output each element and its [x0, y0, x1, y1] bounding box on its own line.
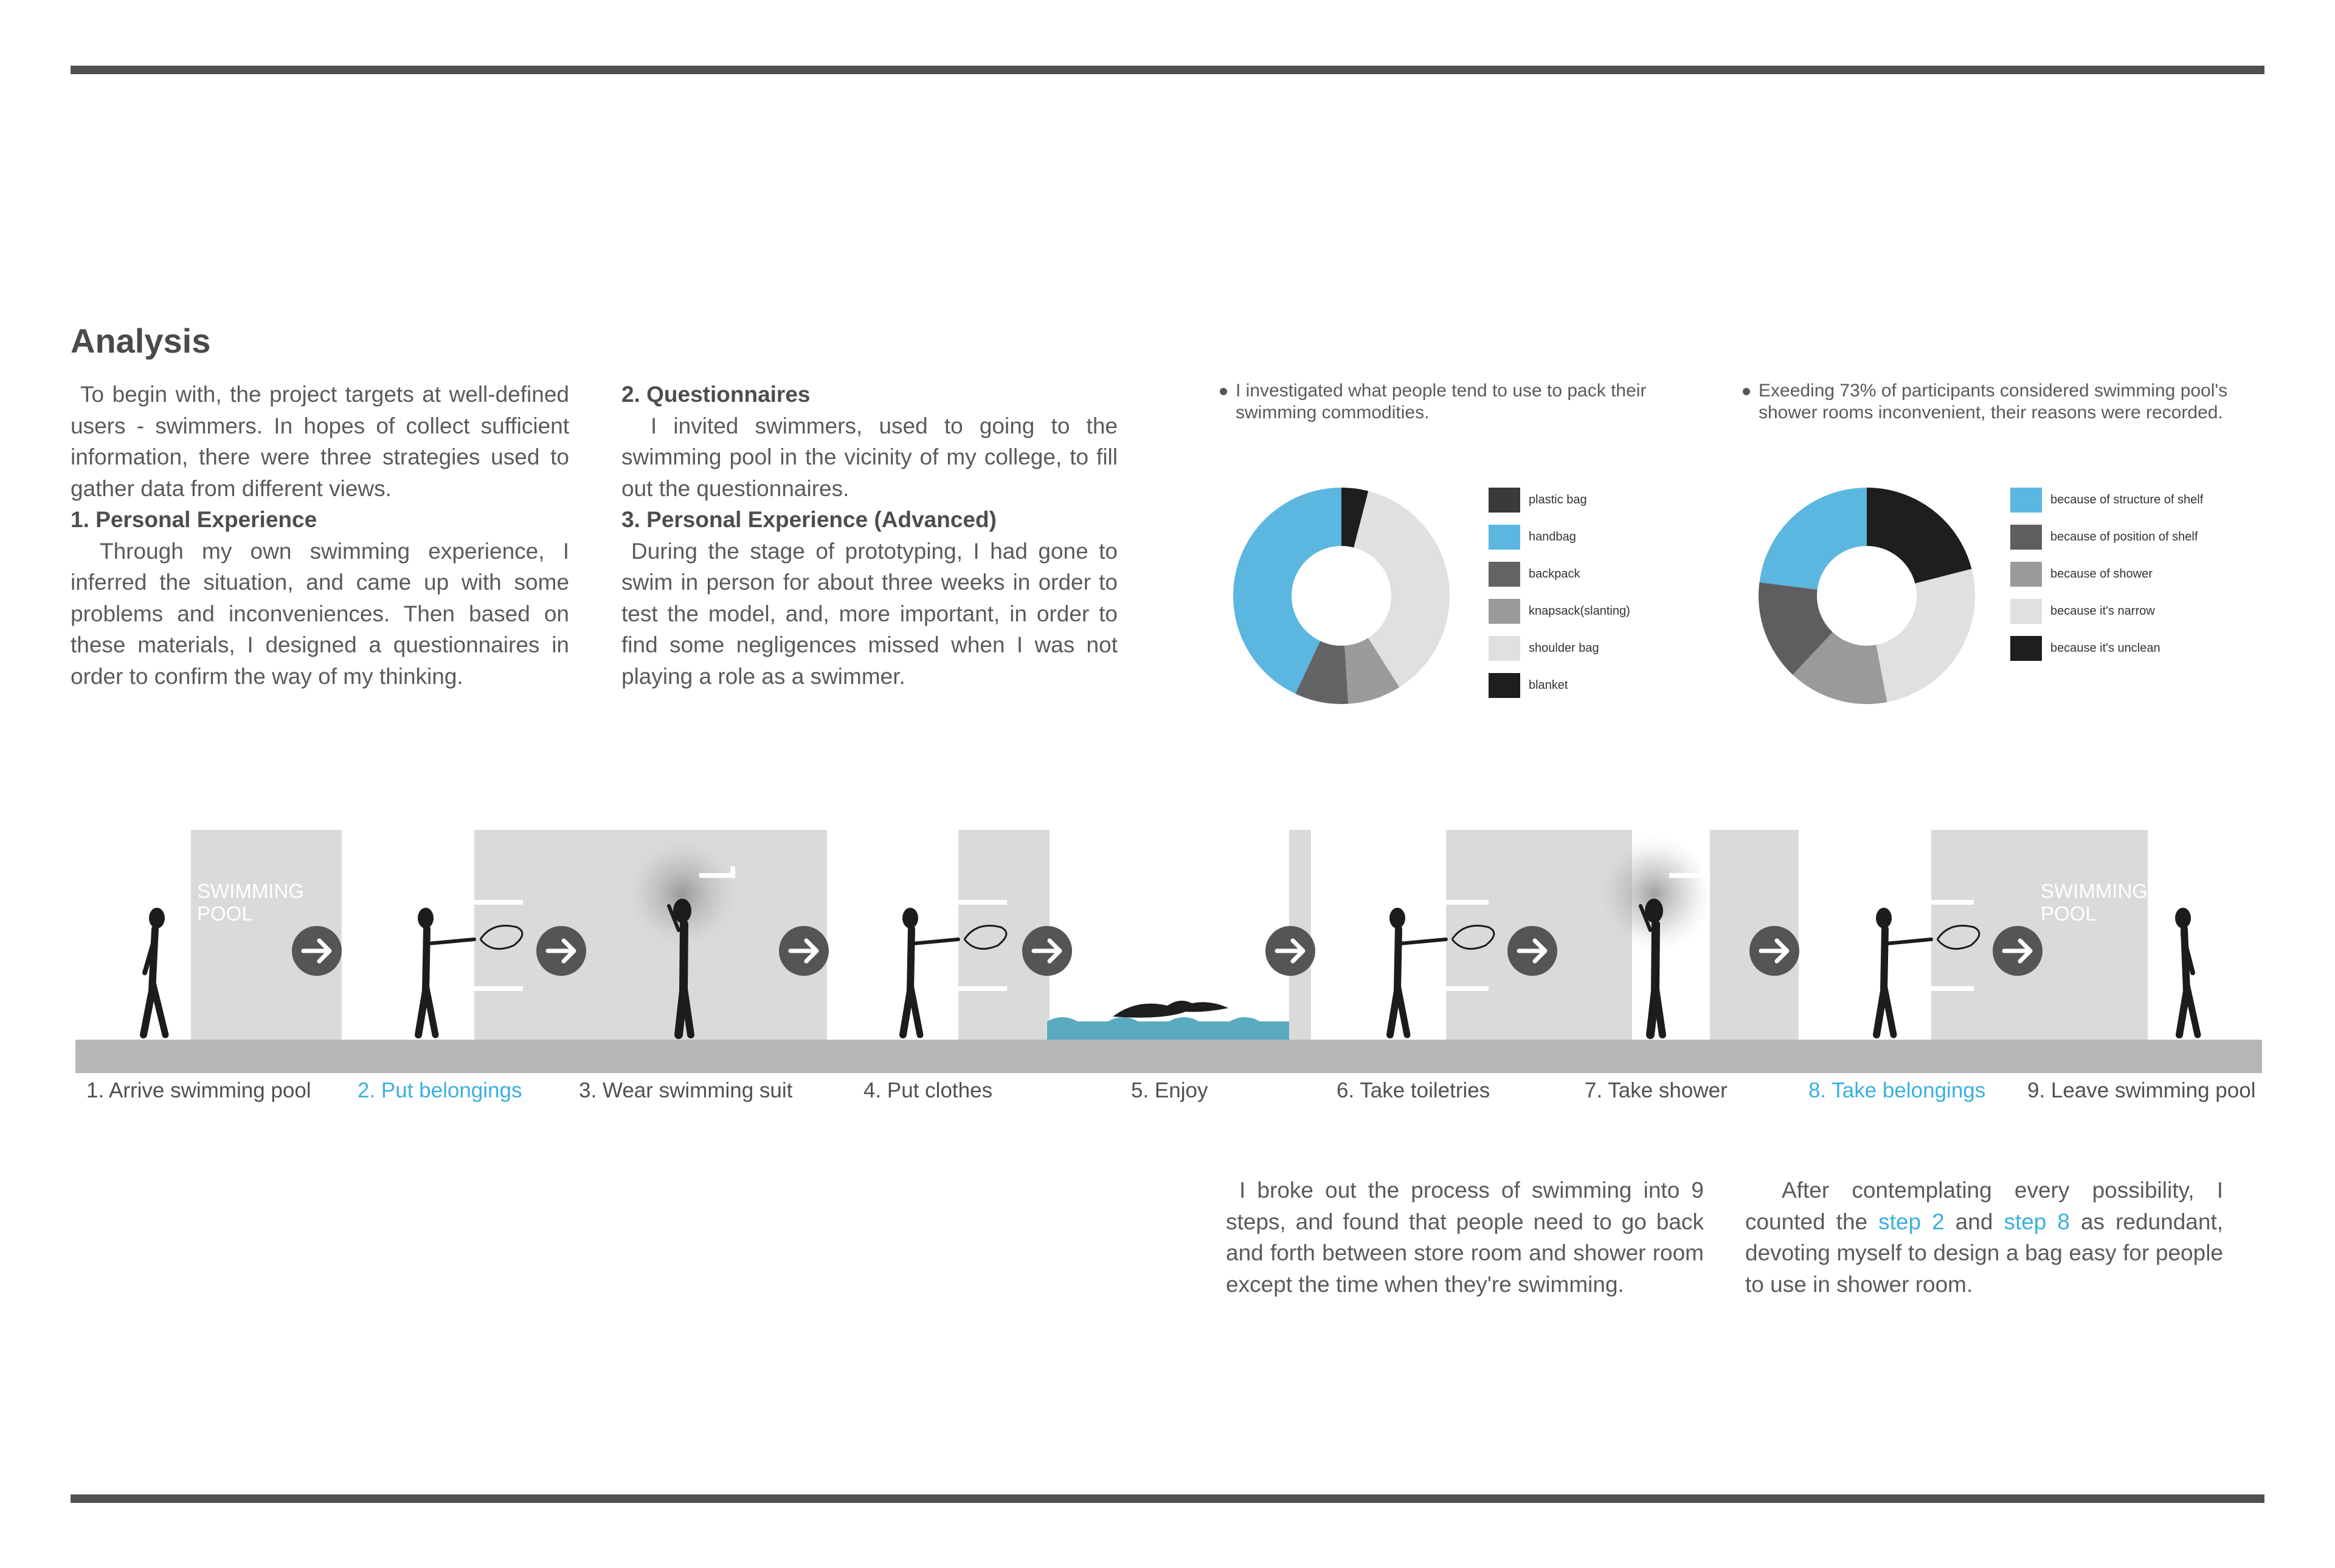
heading-personal-experience-advanced: 3. Personal Experience (Advanced)	[621, 507, 997, 532]
top-rule	[71, 66, 2264, 74]
legend-label: because it's narrow	[2050, 604, 2155, 618]
pool-water	[1047, 1001, 1290, 1041]
arrow-right-icon	[536, 926, 586, 976]
legend-item	[2010, 488, 2203, 513]
swimming-process-illustration	[0, 809, 2335, 1052]
legend-swatch	[2010, 636, 2042, 661]
bottom-rule	[71, 1494, 2264, 1503]
legend-swatch	[2010, 562, 2042, 587]
legend-item	[2010, 599, 2203, 624]
legend-label: handbag	[1529, 530, 1576, 544]
questionnaires-paragraph: I invited swimmers, used to going to the swimming pool in the vicinity of my college, to fill out the questionnaires.	[621, 413, 1118, 501]
legend-swatch	[2010, 599, 2042, 624]
legend-label: because of structure of shelf	[2050, 493, 2204, 506]
arrow-right-icon	[1749, 926, 1799, 976]
step-label: 8. Take belongings	[1808, 1079, 1986, 1102]
arrow-right-icon	[779, 926, 829, 976]
pie-slice-because-it-s-unclean	[1867, 488, 1971, 584]
conclusion-paragraph-1	[1226, 1175, 1704, 1300]
step-label: 5. Enjoy	[1131, 1079, 1208, 1102]
step-label: 7. Take shower	[1585, 1079, 1728, 1102]
person-leaving	[2175, 908, 2198, 1035]
ground-strip	[75, 1040, 2262, 1073]
advanced-paragraph: During the stage of prototyping, I had gone to swim in person for about three weeks in order to test the model, and, more important, in order to find some negligences missed when I was not playing a role as a swimmer.	[621, 538, 1118, 689]
legend-item	[1489, 525, 1630, 550]
legend-shower-reasons	[2010, 488, 2203, 673]
heading-personal-experience: 1. Personal Experience	[71, 507, 317, 532]
pool-building-right	[1931, 830, 2148, 1040]
pool-sign-right-line1: SWIMMING	[2041, 880, 2148, 902]
column-methods	[621, 379, 1118, 692]
legend-item	[1489, 599, 1630, 624]
pie-chart-shower-reasons	[1757, 486, 1976, 705]
legend-swatch	[1489, 525, 1520, 550]
legend-item	[2010, 525, 2203, 550]
legend-label: plastic bag	[1529, 493, 1587, 506]
legend-swatch	[2010, 488, 2042, 513]
step-8-highlight: step 8	[2004, 1209, 2070, 1234]
pie-slice-because-of-structure-of-shelf	[1759, 488, 1867, 590]
arrow-right-icon	[1993, 926, 2043, 976]
chart2-title: Exeeding 73% of participants considered swimming pool's shower rooms inconvenient, their reasons were recorded.	[1742, 380, 2257, 424]
intro-paragraph: To begin with, the project targets at well-defined users - swimmers. In hopes of collect sufficient information, there were three strategies used to gather data from different views.	[71, 382, 569, 501]
arrow-right-icon	[1507, 926, 1557, 976]
step-label: 9. Leave swimming pool	[2027, 1079, 2256, 1102]
legend-label: backpack	[1529, 567, 1580, 581]
legend-item	[1489, 636, 1630, 661]
step-label: 3. Wear swimming suit	[579, 1079, 793, 1102]
legend-item	[1489, 488, 1630, 513]
step-label: 6. Take toiletries	[1337, 1079, 1490, 1102]
heading-questionnaires: 2. Questionnaires	[621, 382, 811, 407]
legend-item	[2010, 562, 2203, 587]
conclusion-text-1: I broke out the process of swimming into 9 steps, and found that people need to go back and forth between store room and shower room except the time when they're swimming.	[1226, 1178, 1704, 1297]
step-label: 4. Put clothes	[863, 1079, 993, 1102]
pool-sign-left-line2: POOL	[197, 902, 253, 925]
page-title: Analysis	[71, 322, 211, 360]
personal-experience-paragraph: Through my own swimming experience, I inferred the situation, and came up with some problems and inconveniences. Then based on these materials, I designed a questionnaires in order to confirm the way of my thinking.	[71, 538, 569, 689]
pool-sign-right-line2: POOL	[2041, 902, 2097, 925]
arrow-right-icon	[1265, 926, 1315, 976]
step-2-highlight: step 2	[1878, 1209, 1945, 1234]
legend-label: blanket	[1529, 679, 1568, 692]
legend-packing	[1489, 488, 1630, 710]
person-showering	[1641, 899, 1663, 1035]
legend-label: because of position of shelf	[2050, 530, 2198, 544]
person-arriving	[144, 908, 165, 1035]
legend-item	[1489, 562, 1630, 587]
arrow-right-icon	[292, 926, 342, 976]
legend-label: knapsack(slanting)	[1529, 604, 1630, 618]
arrow-right-icon	[1022, 926, 1072, 976]
legend-label: because it's unclean	[2050, 641, 2160, 655]
step-label: 1. Arrive swimming pool	[86, 1079, 311, 1102]
legend-swatch	[1489, 636, 1520, 661]
step-label: 2. Put belongings	[358, 1079, 522, 1102]
chart1-title: I investigated what people tend to use to pack their swimming commodities.	[1219, 380, 1673, 424]
pool-sign-left-line1: SWIMMING	[197, 880, 304, 902]
conclusion-text-2: After contemplating every possibility, I counted the step 2 and step 8 as redundant, devoting myself to design a bag easy for people to use in shower room.	[1745, 1178, 2223, 1297]
legend-swatch	[2010, 525, 2042, 550]
legend-label: shoulder bag	[1529, 641, 1599, 655]
conclusion-paragraph-2	[1745, 1175, 2223, 1300]
legend-item	[2010, 636, 2203, 661]
pie-slice-because-it-s-narrow	[1876, 569, 1975, 702]
legend-swatch	[1489, 673, 1520, 698]
column-strategies	[71, 379, 569, 692]
legend-swatch	[1489, 488, 1520, 513]
legend-swatch	[1489, 562, 1520, 587]
legend-swatch	[1489, 599, 1520, 624]
pie-chart-packing	[1232, 486, 1451, 705]
legend-label: because of shower	[2050, 567, 2153, 581]
legend-item	[1489, 673, 1630, 698]
